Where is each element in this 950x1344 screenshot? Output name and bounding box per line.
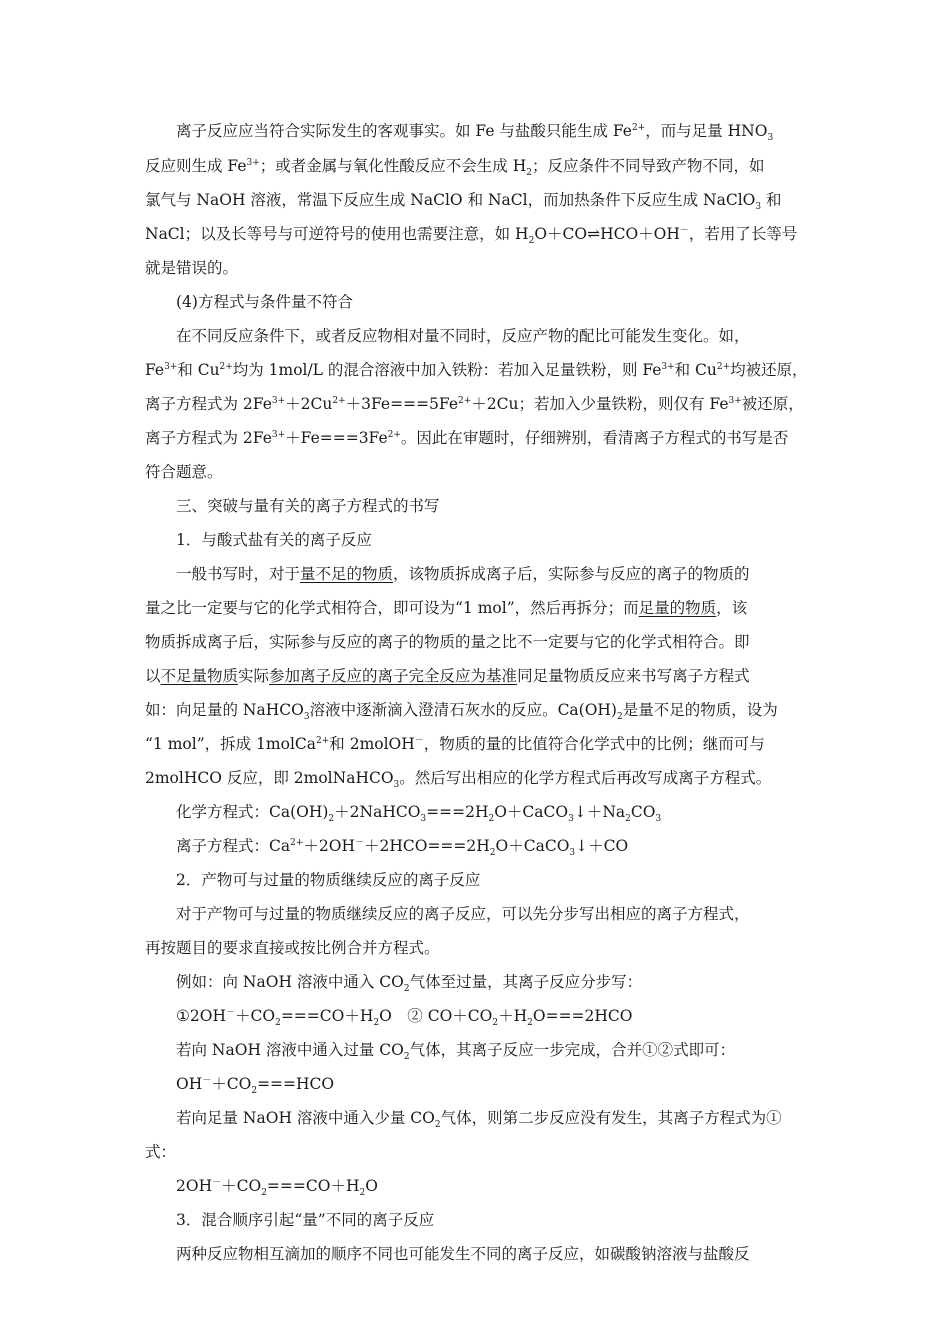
text-line: 如：向足量的 NaHCO$_3$溶液中逐渐滴入澄清石灰水的反应。$Ca(OH)_2$是量不足的物质，设为	[145, 701, 778, 723]
text-line: NaCl；以及长等号与可逆符号的使用也需要注意，如 $H_2O+CO\rightleftharpoons HCO+OH^-$，若用了长等号	[145, 225, 798, 247]
section-heading: 三、突破与量有关的离子方程式的书写	[176, 497, 440, 515]
text-line: 例如：向 NaOH 溶液中通入 $CO_2$气体至过量，其离子反应分步写：	[176, 973, 643, 995]
subsection-heading: 2．产物可与过量的物质继续反应的离子反应	[176, 871, 481, 889]
text-line: 就是错误的。	[145, 259, 239, 277]
ionic-equation: 离子方程式：$Ca^{2+}+2OH^-+2HCO===2H_2O+CaCO_3↓+CO$	[176, 837, 629, 859]
chemical-equation: 化学方程式：$Ca(OH)_2+2NaHCO_3===2H_2O+CaCO_3↓+Na_2CO_3$	[176, 803, 662, 825]
reversible-arrow-icon: ⇌	[587, 225, 601, 243]
text-line: 若向 NaOH 溶液中通入过量 $CO_2$气体，其离子反应一步完成，合并①②式即可：	[176, 1041, 736, 1063]
text-line: 离子方程式为 $2Fe^{3+}+Fe===3Fe^{2+}$。因此在审题时，仔细辨别，看清离子方程式的书写是否	[145, 429, 789, 447]
text-line: 物质拆成离子后，实际参与反应的离子的物质的量之比不一定要与它的化学式相符合。即	[145, 633, 750, 651]
text-line: 量之比一定要与它的化学式相符合，即可设为“1 mol”，然后再拆分；而足量的物质，该	[145, 599, 748, 617]
text-line: 以不足量物质实际参加离子反应的离子完全反应为基准同足量物质反应来书写离子方程式	[145, 667, 750, 685]
text-line: 离子反应应当符合实际发生的客观事实。如 Fe 与盐酸只能生成 $Fe^{2+}$，而与足量 $HNO_3$	[176, 122, 774, 144]
text-line: $Fe^{3+}$和 $Cu^{2+}$均为 1mol/L 的混合溶液中加入铁粉：若加入足量铁粉，则 $Fe^{3+}$和 $Cu^{2+}$均被还原，	[145, 361, 808, 379]
text-line: 一般书写时，对于量不足的物质，该物质拆成离子后，实际参与反应的离子的物质的	[176, 565, 750, 583]
ionic-equation: $OH^-+CO_2===HCO$	[176, 1075, 335, 1097]
text-line: 离子方程式为 $2Fe^{3+}+2Cu^{2+}+3Fe===5Fe^{2+}+2Cu$；若加入少量铁粉，则仅有 $Fe^{3+}$被还原，	[145, 395, 804, 413]
text-line: 两种反应物相互滴加的顺序不同也可能发生不同的离子反应，如碳酸钠溶液与盐酸反	[176, 1245, 750, 1263]
ionic-equation: $2OH^-+CO_2===CO+H_2O$	[176, 1177, 378, 1199]
text-line: 符合题意。	[145, 463, 223, 481]
ionic-equation: $①2OH^-+CO_2===CO+H_2O$ ② $CO+CO_2+H_2O===2HCO$	[176, 1007, 633, 1029]
subsection-heading: 3．混合顺序引起“量”不同的离子反应	[176, 1211, 435, 1229]
text-line: 反应则生成 $Fe^{3+}$；或者金属与氧化性酸反应不会生成 $H_2$；反应条件不同导致产物不同，如	[145, 157, 765, 179]
text-line: 式：	[145, 1143, 177, 1161]
section-heading: (4)方程式与条件量不符合	[176, 293, 353, 311]
text-line: 若向足量 NaOH 溶液中通入少量 $CO_2$气体，则第二步反应没有发生，其离子方程式为①	[176, 1109, 782, 1131]
text-line: 再按题目的要求直接或按比例合并方程式。	[145, 939, 440, 957]
subsection-heading: 1．与酸式盐有关的离子反应	[176, 531, 372, 549]
text-line: 在不同反应条件下，或者反应物相对量不同时，反应产物的配比可能发生变化。如，	[176, 327, 750, 345]
text-line: 2molHCO 反应，即 2molNaHCO$_3$。然后写出相应的化学方程式后再改写成离子方程式。	[145, 769, 772, 791]
text-line: 对于产物可与过量的物质继续反应的离子反应，可以先分步写出相应的离子方程式，	[176, 905, 750, 923]
text-line: “1 mol”，拆成 1molCa$^{2+}$和 2molOH－，物质的量的比值符合化学式中的比例；继而可与	[145, 735, 765, 753]
text-line: 氯气与 NaOH 溶液，常温下反应生成 NaClO 和 NaCl，而加热条件下反应生成 NaClO$_3$ 和	[145, 191, 782, 213]
